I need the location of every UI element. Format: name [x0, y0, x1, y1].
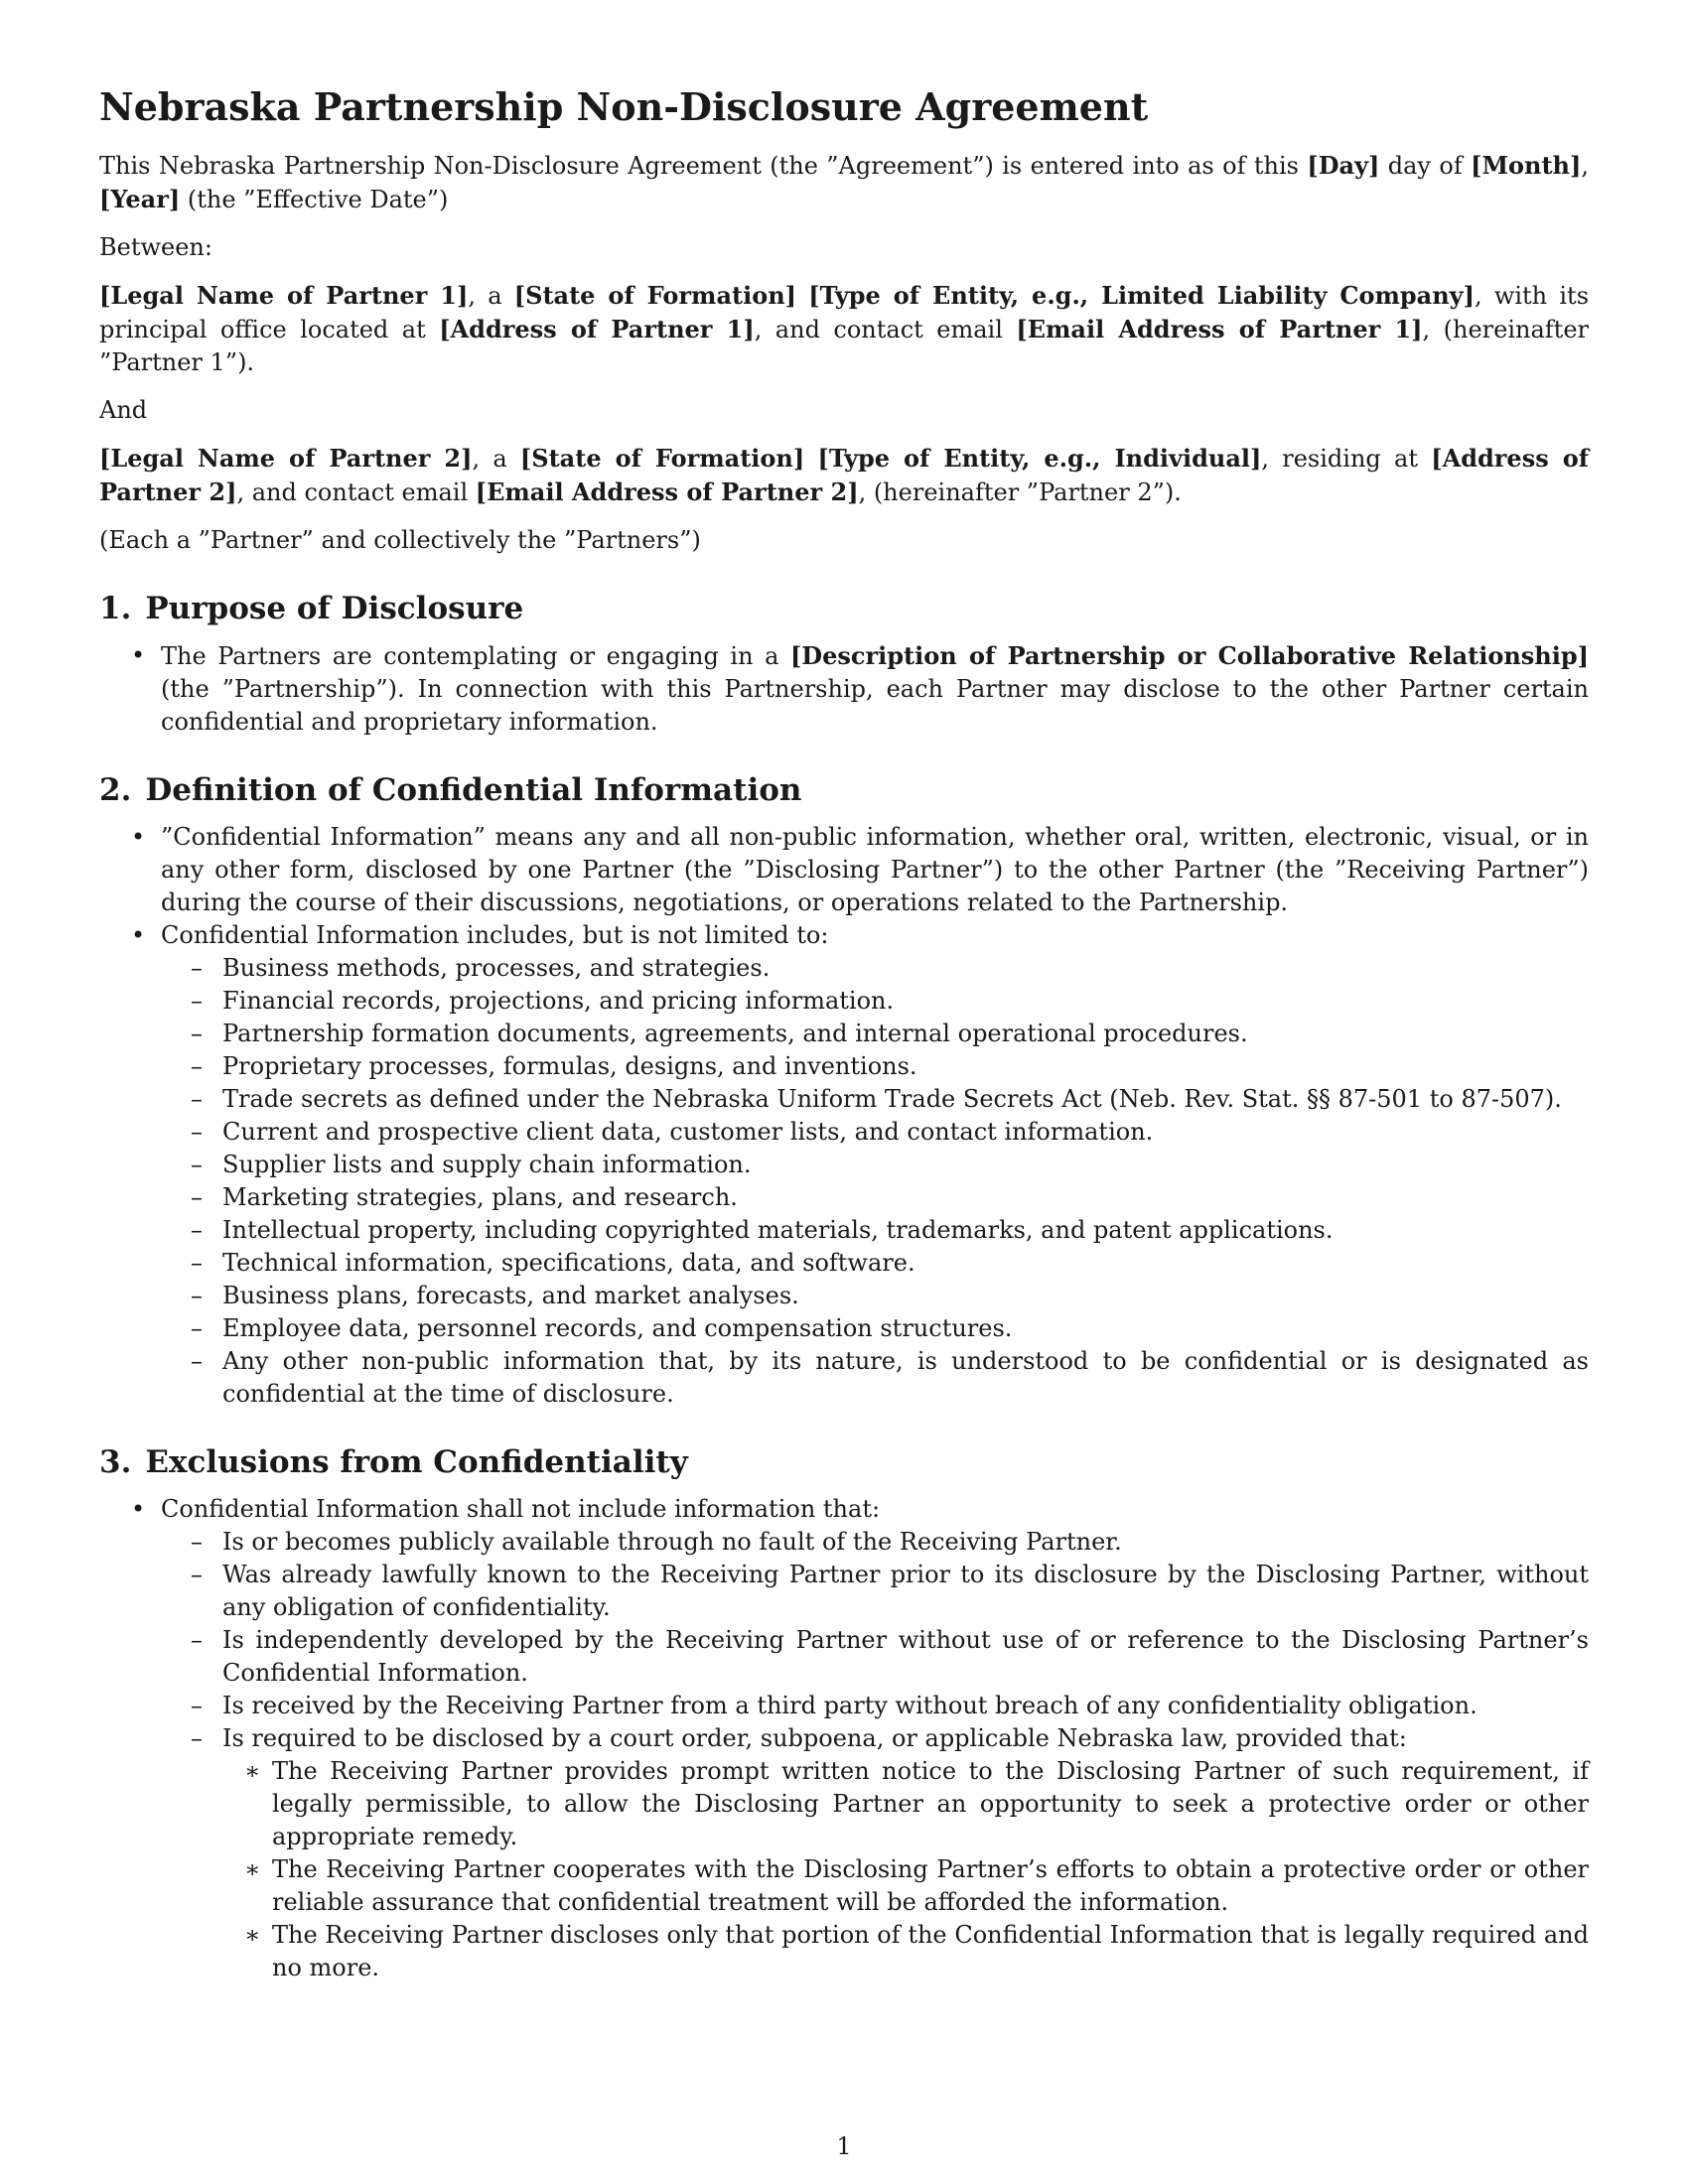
sub-list-item: – Any other non-public information that, by its nature, is understood to be confidential or is designated as confidential at the time of disclosure.	[161, 1345, 1589, 1411]
collective-definition: (Each a ”Partner” and collectively the ”Partners”)	[99, 526, 701, 554]
party2-name-placeholder: [Legal Name of Partner 2]	[99, 444, 473, 473]
list-item-text: (the ”Partnership”). In connection with this Partnership, each Partner may disclose to the other Partner certain confidential and proprietary information.	[161, 675, 1589, 736]
intro-paragraph	[99, 149, 1589, 216]
sub-list-item	[161, 1722, 1589, 1984]
party1-entity-placeholder: [Type of Entity, e.g., Limited Liability Company]	[808, 281, 1475, 310]
section-title: Purpose of Disclosure	[145, 591, 524, 626]
section-1-heading	[99, 591, 1589, 626]
party2-address-placeholder: [Address of Partner 2]	[99, 444, 1590, 506]
intro-text: (the ”Effective Date”)	[180, 186, 449, 213]
sub-list-item: – Was already lawfully known to the Receiving Partner prior to its disclosure by the Disclosing Partner, without any obligation of confidentiality.	[161, 1559, 1589, 1624]
section-number: 3.	[99, 1444, 132, 1480]
list-item-text: The Partners are contemplating or engaging in a	[161, 642, 790, 670]
party1-text	[796, 282, 808, 310]
page-number: 1	[836, 2132, 852, 2160]
sub-sub-list-item: ∗ The Receiving Partner discloses only that portion of the Confidential Information that is legally required and no more.	[222, 1919, 1589, 1984]
party2-entity-placeholder: [Type of Entity, e.g., Individual]	[817, 444, 1262, 473]
intro-text: day of	[1379, 152, 1472, 180]
and-label: And	[99, 396, 148, 424]
section-3-heading	[99, 1444, 1589, 1480]
confidential-info-sublist	[161, 952, 1589, 1411]
party1-text: , and contact email	[754, 316, 1017, 343]
party1-paragraph	[99, 279, 1589, 379]
party2-text: , (hereinafter ”Partner 2”).	[858, 478, 1182, 506]
sub-sub-list-item: ∗ The Receiving Partner cooperates with the Disclosing Partner’s efforts to obtain a protective order or other reliable assurance that confidential treatment will be afforded the information.	[222, 1853, 1589, 1919]
exclusions-sublist	[161, 1526, 1589, 1984]
party1-text: , (hereinafter ”Partner 1”).	[99, 316, 1589, 376]
legal-disclosure-sublist	[222, 1755, 1589, 1984]
party1-address-placeholder: [Address of Partner 1]	[439, 315, 755, 343]
party1-name-placeholder: [Legal Name of Partner 1]	[99, 281, 469, 310]
section-title: Exclusions from Confidentiality	[145, 1444, 688, 1480]
party2-text: , residing at	[1261, 445, 1432, 473]
section-number: 1.	[99, 591, 132, 626]
list-item	[93, 1493, 1589, 1984]
section-2-list	[93, 821, 1589, 1411]
party2-paragraph	[99, 442, 1589, 509]
sub-list-item: – Intellectual property, including copyrighted materials, trademarks, and patent applications.	[161, 1214, 1589, 1247]
list-item-text: Confidential Information shall not include information that:	[161, 1495, 881, 1523]
sub-sub-list-item: ∗ The Receiving Partner provides prompt written notice to the Disclosing Partner of such requirement, if legally permissible, to allow the Disclosing Partner an opportunity to seek a protective order or other appropriate remedy.	[222, 1755, 1589, 1853]
sub-list-item: – Partnership formation documents, agreements, and internal operational procedures.	[161, 1018, 1589, 1050]
sub-list-item: – Financial records, projections, and pricing information.	[161, 985, 1589, 1018]
sub-list-item: – Employee data, personnel records, and compensation structures.	[161, 1312, 1589, 1345]
party2-text: , and contact email	[236, 478, 476, 506]
sub-list-item: – Marketing strategies, plans, and research.	[161, 1181, 1589, 1214]
party2-text: , a	[472, 445, 520, 473]
party1-text: , with its principal office located at	[99, 282, 1590, 343]
list-item: • ”Confidential Information” means any and all non-public information, whether oral, written, electronic, visual, or in any other form, disclosed by one Partner (the ”Disclosing Partner”) to the other Partner (the ”Receiving Partner”) during the course of their discussions, negotiations, or operations related to the Partnership.	[93, 821, 1589, 919]
sub-list-item: – Supplier lists and supply chain information.	[161, 1149, 1589, 1181]
intro-text: ,	[1581, 152, 1590, 180]
day-placeholder: [Day]	[1307, 151, 1380, 180]
sub-list-item: – Is independently developed by the Receiving Partner without use of or reference to the Disclosing Partner’s Confidential Information.	[161, 1624, 1589, 1690]
sub-list-item: – Is received by the Receiving Partner from a third party without breach of any confidentiality obligation.	[161, 1690, 1589, 1722]
party2-email-placeholder: [Email Address of Partner 2]	[475, 478, 859, 506]
section-title: Definition of Confidential Information	[145, 772, 802, 808]
party2-state-placeholder: [State of Formation]	[519, 444, 805, 473]
intro-text: This Nebraska Partnership Non-Disclosure Agreement (the ”Agreement”) is entered into as of this	[99, 152, 1308, 180]
party1-state-placeholder: [State of Formation]	[513, 281, 797, 310]
party1-text: , a	[468, 282, 514, 310]
section-2-heading	[99, 772, 1589, 808]
section-1-list	[93, 639, 1589, 739]
sub-list-item: – Business plans, forecasts, and market analyses.	[161, 1280, 1589, 1312]
month-placeholder: [Month]	[1471, 151, 1582, 180]
sub-list-item: – Current and prospective client data, customer lists, and contact information.	[161, 1116, 1589, 1149]
party1-email-placeholder: [Email Address of Partner 1]	[1016, 315, 1423, 343]
sub-list-item-text: Is required to be disclosed by a court order, subpoena, or applicable Nebraska law, provided that:	[222, 1724, 1407, 1752]
year-placeholder: [Year]	[99, 185, 181, 213]
partnership-description-placeholder: [Description of Partnership or Collaborative Relationship]	[789, 641, 1589, 670]
section-3-list	[93, 1493, 1589, 1984]
sub-list-item: – Technical information, specifications, data, and software.	[161, 1247, 1589, 1280]
sub-list-item: – Is or becomes publicly available through no fault of the Receiving Partner.	[161, 1526, 1589, 1559]
party2-text	[804, 445, 817, 473]
sub-list-item: – Business methods, processes, and strategies.	[161, 952, 1589, 985]
between-label: Between:	[99, 233, 212, 261]
list-item	[93, 919, 1589, 1411]
document-title: Nebraska Partnership Non-Disclosure Agreement	[99, 84, 1149, 129]
sub-list-item: – Trade secrets as defined under the Nebraska Uniform Trade Secrets Act (Neb. Rev. Stat. §§ 87-501 to 87-507).	[161, 1083, 1589, 1116]
section-number: 2.	[99, 772, 132, 808]
list-item-text: Confidential Information includes, but is not limited to:	[161, 921, 829, 949]
list-item	[93, 639, 1589, 739]
sub-list-item: – Proprietary processes, formulas, designs, and inventions.	[161, 1050, 1589, 1083]
